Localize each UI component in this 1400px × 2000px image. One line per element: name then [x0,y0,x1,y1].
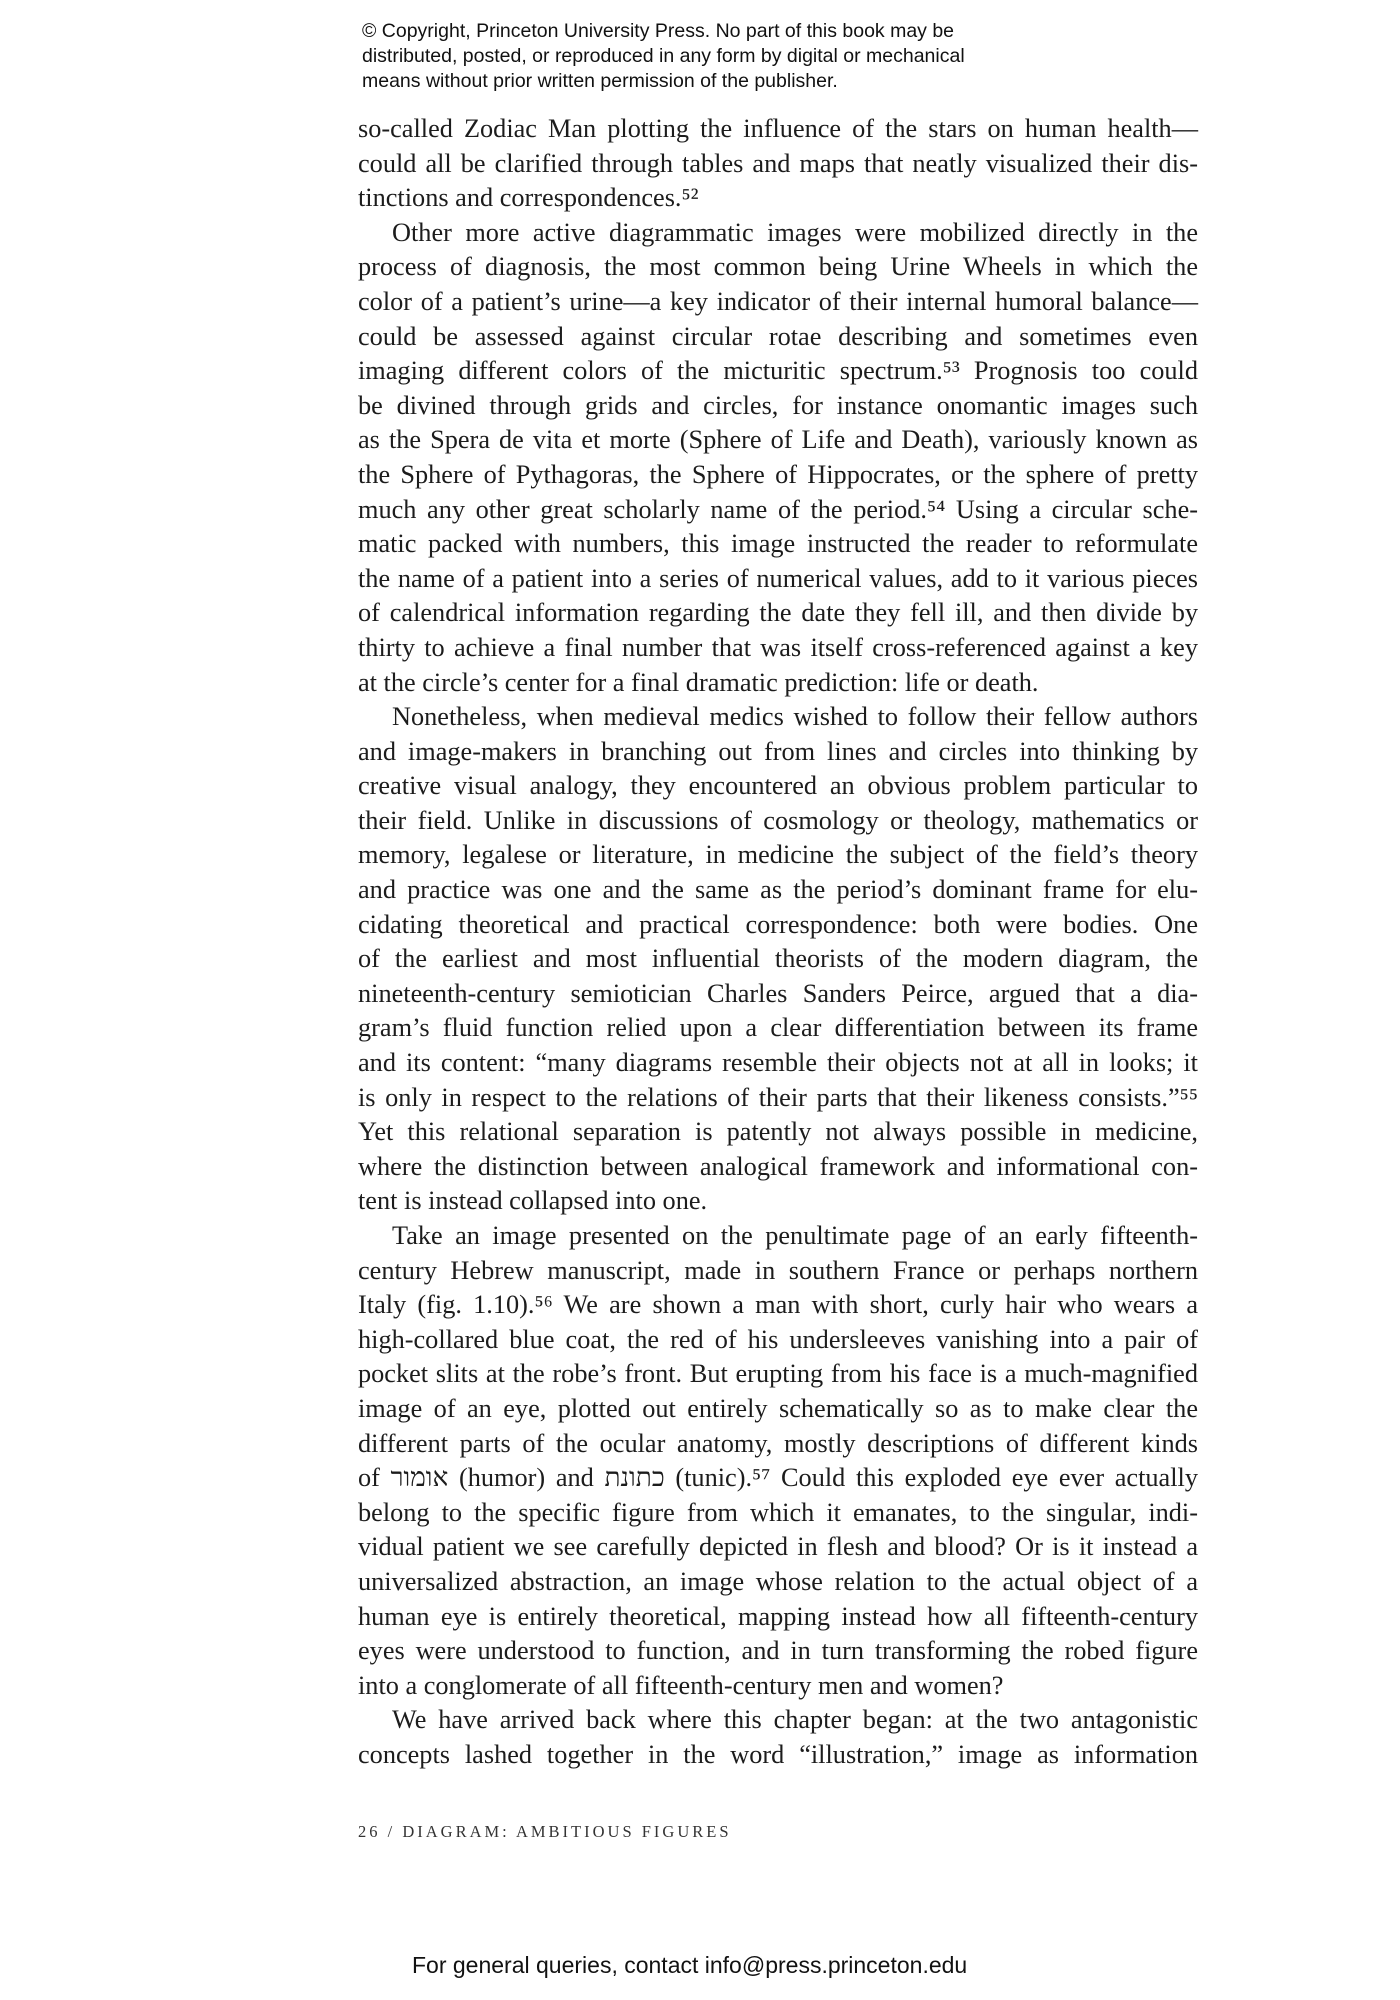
text-line: Other more active diagrammatic images were mobilized directly in the [392,217,1198,247]
text-line: belong to the specific figure from which it emanates, to the singular, indi- [358,1497,1198,1527]
text-line: process of diagnosis, the most common being Urine Wheels in which the [358,252,1198,282]
text-line: color of a patient’s urine—a key indicator of their internal humoral balance— [358,286,1198,316]
text-line: gram’s fluid function relied upon a clear differentiation between its frame [358,1013,1198,1043]
text-line: the Sphere of Pythagoras, the Sphere of Hippocrates, or the sphere of pretty [358,459,1198,489]
text-line: imaging different colors of the micturitic spectrum.⁵³ Prognosis too could [358,356,1198,386]
text-line: Yet this relational separation is patently not always possible in medicine, [358,1117,1198,1147]
text-line: tent is instead collapsed into one. [358,1186,708,1216]
text-line: as the Spera de vita et morte (Sphere of Life and Death), variously known as [358,425,1198,455]
text-line: memory, legalese or literature, in medicine the subject of the field’s theory [358,840,1198,870]
copyright-notice [362,19,1062,94]
text-line: Italy (fig. 1.10).⁵⁶ We are shown a man with short, curly hair who wears a [358,1290,1198,1320]
text-line: their field. Unlike in discussions of cosmology or theology, mathematics or [358,805,1198,835]
text-line: so-called Zodiac Man plotting the influence of the stars on human health— [358,114,1198,143]
contact-notice: For general queries, contact info@press.princeton.edu [412,1952,968,1978]
text-line: much any other great scholarly name of the period.⁵⁴ Using a circular sche- [358,494,1198,524]
text-line: is only in respect to the relations of their parts that their likeness consists.”⁵⁵ [358,1082,1198,1112]
text-line: We have arrived back where this chapter began: at the two antagonistic [392,1705,1198,1735]
text-line: image of an eye, plotted out entirely schematically so as to make clear the [358,1393,1198,1423]
copyright-line: means without prior written permission of the publisher. [362,70,838,92]
text-line: into a conglomerate of all fifteenth-century men and women? [358,1670,1004,1700]
copyright-line: distributed, posted, or reproduced in any form by digital or mechanical [362,45,965,67]
running-footer: 26 / DIAGRAM: AMBITIOUS FIGURES [358,1822,732,1841]
copyright-line: © Copyright, Princeton University Press. No part of this book may be [362,20,955,42]
text-line: of calendrical information regarding the date they fell ill, and then divide by [358,598,1198,628]
body-text [358,112,1198,1773]
text-line: be divined through grids and circles, for instance onomantic images such [358,390,1198,420]
text-line: cidating theoretical and practical correspondence: both were bodies. One [358,909,1198,939]
text-line: concepts lashed together in the word “illustration,” image as information [358,1739,1198,1769]
text-line: where the distinction between analogical framework and informational con- [358,1151,1198,1181]
text-line: tinctions and correspondences.⁵² [358,183,699,213]
text-line: thirty to achieve a final number that was itself cross-referenced against a key [358,632,1198,662]
text-line: century Hebrew manuscript, made in southern France or perhaps northern [358,1255,1198,1285]
text-line: Take an image presented on the penultimate page of an early fifteenth- [392,1221,1198,1250]
text-line: vidual patient we see carefully depicted in flesh and blood? Or is it instead a [358,1532,1198,1562]
text-line: could be assessed against circular rotae describing and sometimes even [358,321,1198,351]
text-line: Nonetheless, when medieval medics wished to follow their fellow authors [392,702,1198,732]
text-line: different parts of the ocular anatomy, mostly descriptions of different kinds [358,1428,1198,1458]
text-line: of the earliest and most influential theorists of the modern diagram, the [358,944,1198,974]
text-line: and its content: “many diagrams resemble their objects not at all in looks; it [358,1048,1198,1078]
text-line: matic packed with numbers, this image instructed the reader to reformulate [358,529,1198,559]
text-line: and practice was one and the same as the period’s dominant frame for elu- [358,875,1198,905]
text-line: could all be clarified through tables and maps that neatly visualized their dis- [358,148,1198,178]
text-line: the name of a patient into a series of numerical values, add to it various pieces [358,563,1198,593]
text-line: human eye is entirely theoretical, mapping instead how all fifteenth-century [358,1601,1198,1631]
text-line: creative visual analogy, they encountered an obvious problem particular to [358,771,1198,801]
text-line: high-collared blue coat, the red of his undersleeves vanishing into a pair of [358,1324,1198,1354]
text-line: nineteenth-century semiotician Charles Sanders Peirce, argued that a dia- [358,978,1198,1008]
text-line: of אומור (humor) and כתונת (tunic).⁵⁷ Could this exploded eye ever actually [358,1463,1198,1493]
text-line: at the circle’s center for a final dramatic prediction: life or death. [358,667,1039,697]
text-line: universalized abstraction, an image whose relation to the actual object of a [358,1566,1198,1596]
text-line: eyes were understood to function, and in turn transforming the robed figure [358,1636,1198,1666]
text-line: and image-makers in branching out from lines and circles into thinking by [358,736,1198,766]
text-line: pocket slits at the robe’s front. But erupting from his face is a much-magnified [358,1359,1198,1389]
